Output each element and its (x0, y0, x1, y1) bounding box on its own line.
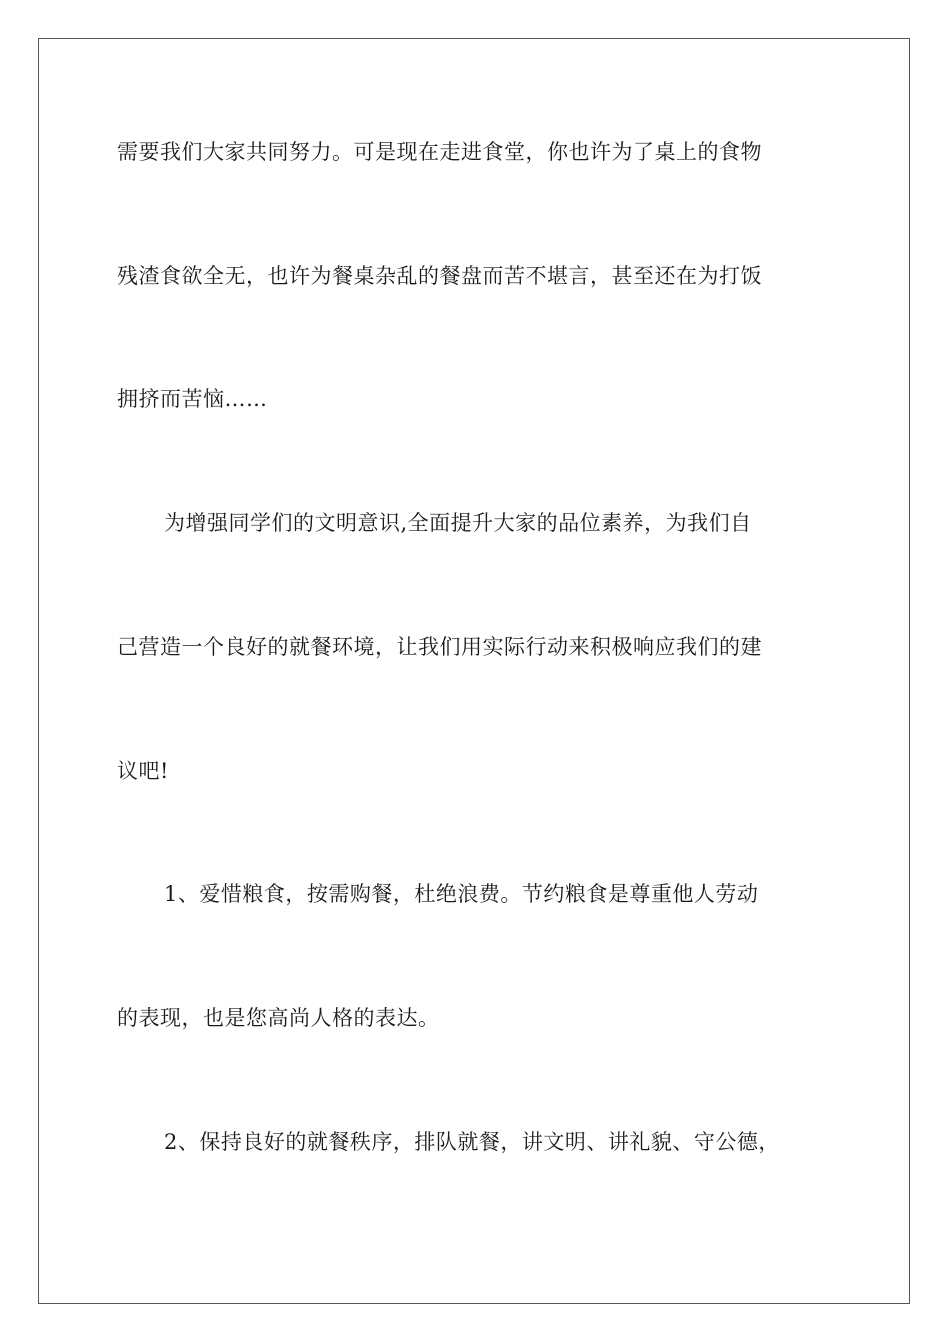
text-line-2: 残渣食欲全无，也许为餐桌杂乱的餐盘而苦不堪言，甚至还在为打饭 (117, 264, 762, 288)
paragraph-start-2: 为增强同学们的文明意识,全面提升大家的品位素养，为我们自 (164, 511, 752, 535)
list-item-1-end: 的表现，也是您高尚人格的表达。 (117, 1006, 440, 1030)
list-item-2-start: 2、保持良好的就餐秩序，排队就餐，讲文明、讲礼貌、守公德， (164, 1130, 780, 1154)
text-line-3: 拥挤而苦恼…… (117, 387, 268, 411)
text-line-5: 己营造一个良好的就餐环境，让我们用实际行动来积极响应我们的建 (117, 635, 762, 659)
text-line-1: 需要我们大家共同努力。可是现在走进食堂，你也许为了桌上的食物 (117, 140, 762, 164)
text-line-6: 议吧! (117, 759, 169, 783)
page-border (38, 38, 910, 1304)
list-item-1-start: 1、爱惜粮食，按需购餐，杜绝浪费。节约粮食是尊重他人劳动 (164, 882, 759, 906)
